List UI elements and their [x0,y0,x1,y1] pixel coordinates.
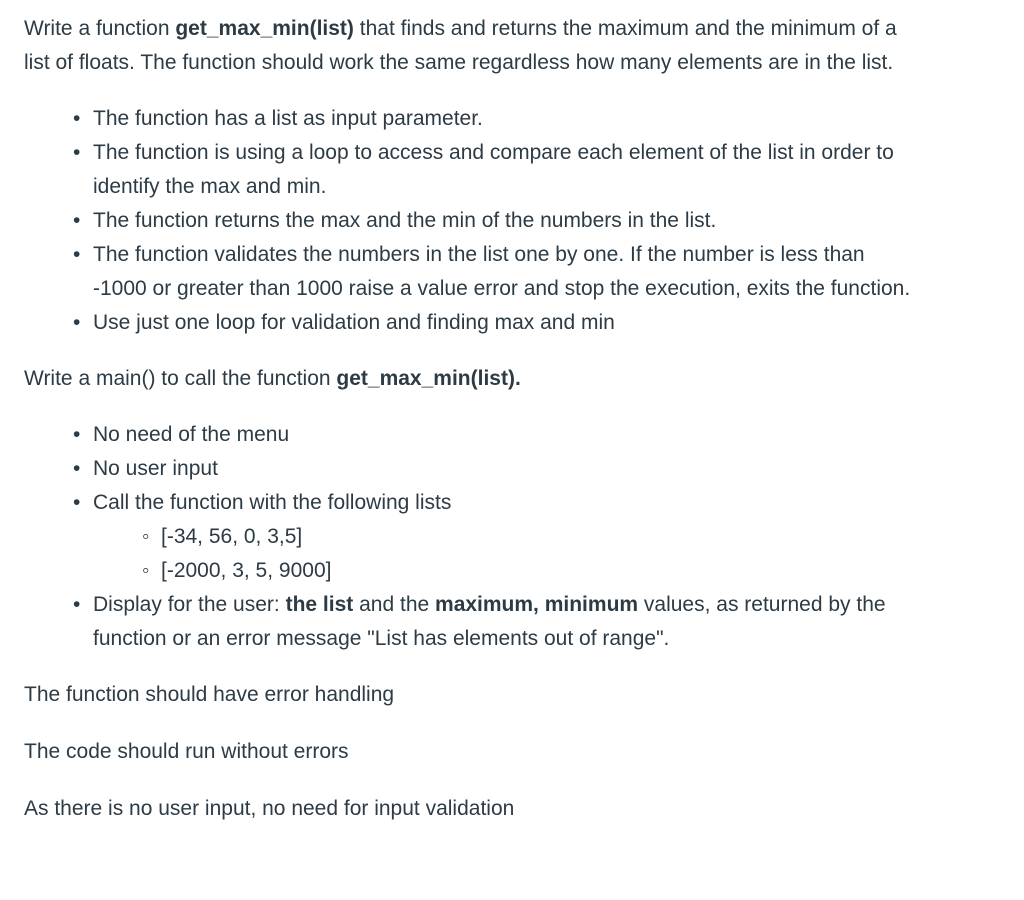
list-item: • The function validates the numbers in the list one by one. If the number is less than -1000 or greater than 1000 raise a value error and stop the execution, exits the function. [93,238,924,306]
intro-text-rest: that finds and returns the maximum and the minimum of a list of floats. The function should work the same regardless how many elements are in the list. [24,17,897,74]
main-intro-paragraph [24,362,924,396]
list-item-text: Call the function with the following lists [93,491,452,514]
list-item: • The function is using a loop to access and compare each element of the list in order to identify the max and min. [93,136,924,204]
list-item: • The function returns the max and the min of the numbers in the list. [93,204,924,238]
note-paragraph: The function should have error handling [24,683,395,706]
list-item [93,486,924,588]
main-requirements-list [24,418,924,656]
list-item: • No need of the menu [93,418,924,452]
test-lists [93,520,924,588]
display-text: values, as returned by the function or an error message "List has elements out of range". [93,593,886,650]
function-name: get_max_min(list) [175,17,354,40]
list-item: • Use just one loop for validation and finding max and min [93,306,924,340]
main-intro-text: Write a main() to call the function [24,367,337,390]
note-paragraph: The code should run without errors [24,740,349,763]
requirements-list [24,102,924,340]
main-function-name: get_max_min(list). [336,367,521,390]
display-text: Display for the user: [93,593,286,616]
sub-list-item: ◦ [-34, 56, 0, 3,5] [161,520,924,554]
bold-text: maximum, minimum [435,593,639,616]
list-item: • No user input [93,452,924,486]
sub-list-item: ◦ [-2000, 3, 5, 9000] [161,554,924,588]
bold-text: the list [285,593,354,616]
list-item [93,588,924,656]
intro-text: Write a function [24,17,176,40]
display-text: and the [353,593,436,616]
intro-paragraph [24,12,924,80]
note-paragraph: As there is no user input, no need for input validation [24,797,515,820]
list-item: • The function has a list as input parameter. [93,102,924,136]
